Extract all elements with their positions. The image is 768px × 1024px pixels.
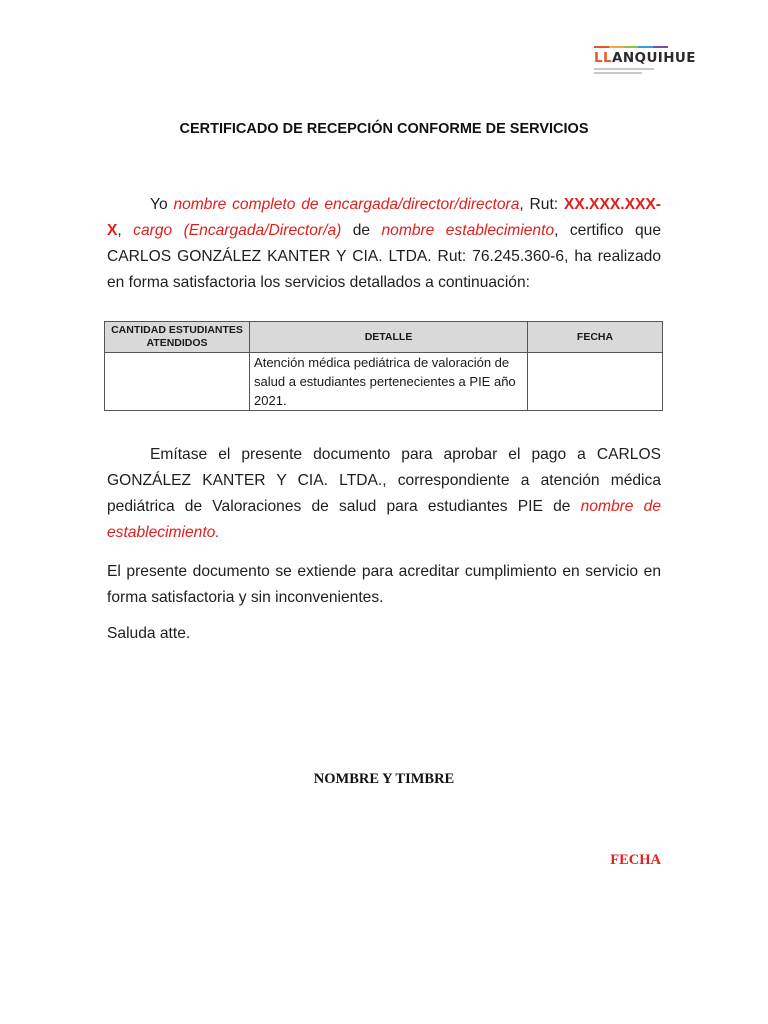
- table-header-detail: DETALLE: [250, 322, 528, 353]
- placeholder-establishment: nombre establecimiento: [381, 222, 555, 239]
- certification-paragraph: [107, 192, 661, 296]
- logo-stripe-segment: [609, 46, 624, 48]
- logo-stripe-segment: [638, 46, 653, 48]
- logo-wordmark: [594, 51, 706, 65]
- table-cell-detail: Atención médica pediátrica de valoración de salud a estudiantes pertenecientes a PIE año 2021.: [250, 353, 528, 411]
- logo-wordmark-prefix: LL: [594, 50, 613, 66]
- p1-text-2: , Rut:: [519, 196, 564, 213]
- date-label: FECHA: [610, 852, 661, 868]
- table-row: [105, 353, 663, 411]
- logo-wordmark-rest: ANQUIHUE: [612, 50, 696, 66]
- table-cell-date: [528, 353, 663, 411]
- p1-text-3: ,: [117, 222, 134, 239]
- p1-text-6: , ha realizado en forma satisfactoria los servicios detallados a continuación:: [107, 248, 661, 291]
- table-header-quantity: CANTIDAD ESTUDIANTES ATENDIDOS: [105, 322, 250, 353]
- p2-text: Emítase el presente documento para aprobar el pago a CARLOS GONZÁLEZ KANTER Y CIA. LTDA., correspondiente a atención médica pediátrica de Valoraciones de salud para estudiantes PIE de: [107, 446, 661, 515]
- logo-stripe-segment: [653, 46, 668, 48]
- signature-label: NOMBRE Y TIMBRE: [313, 771, 455, 787]
- logo-stripe-segment: [594, 46, 609, 48]
- llanquihue-logo: [594, 46, 706, 76]
- p1-text-5: , certifico que CARLOS GONZÁLEZ KANTER Y CIA. LTDA. Rut: 76.245.360-6: [107, 222, 662, 265]
- logo-stripe-segment: [624, 46, 639, 48]
- placeholder-rut: XX.XXX.XXX-X: [107, 196, 661, 239]
- placeholder-role: cargo (Encargada/Director/a): [133, 222, 342, 239]
- table-header-date: FECHA: [528, 322, 663, 353]
- services-table: [104, 321, 663, 411]
- placeholder-full-name: nombre completo de encargada/director/directora: [173, 196, 520, 213]
- document-title: CERTIFICADO DE RECEPCIÓN CONFORME DE SERVICIOS: [179, 121, 589, 137]
- compliance-paragraph: El presente documento se extiende para acreditar cumplimiento en servicio en forma satisfactoria y sin inconvenientes.: [107, 563, 661, 606]
- placeholder-establishment-name: nombre de establecimiento.: [107, 498, 662, 541]
- closing-salutation: Saluda atte.: [107, 625, 191, 642]
- p1-text-4: de: [341, 222, 382, 239]
- payment-paragraph: [107, 442, 661, 546]
- p1-text-1: Yo: [150, 196, 174, 213]
- logo-fine-print: [594, 68, 706, 74]
- table-header-row: [105, 322, 663, 353]
- table-cell-quantity: [105, 353, 250, 411]
- logo-color-stripe: [594, 46, 668, 48]
